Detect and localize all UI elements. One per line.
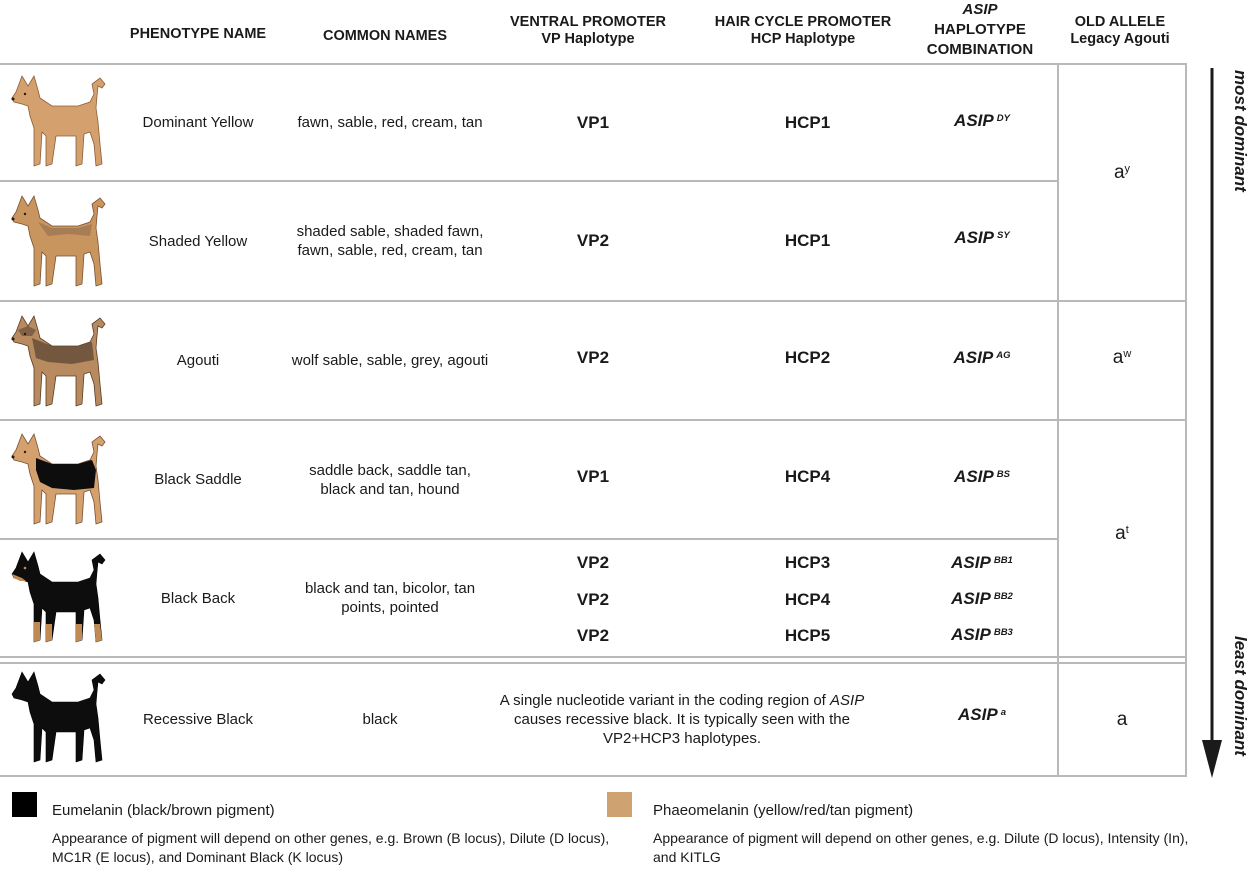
dog-illustration-black-saddle <box>8 430 112 530</box>
dog-illustration-black-back <box>8 548 112 648</box>
dominance-arrow <box>1200 68 1224 780</box>
phenotype-recessive-black: Recessive Black <box>142 711 254 728</box>
asip-sup: BB1 <box>993 554 1013 566</box>
header-vp-line2: VP Haplotype <box>541 31 635 47</box>
header-old-allele-line2: Legacy Agouti <box>1070 31 1170 47</box>
header-asip-line1: ASIP <box>962 1 998 18</box>
dog-illustration-dominant-yellow <box>8 72 112 172</box>
asip-sup: a <box>1000 706 1006 718</box>
hcp-dominant-yellow: HCP1 <box>784 112 831 132</box>
common-names-shaded-yellow: shaded sable, shaded fawn, fawn, sable, red, cream, tan <box>296 223 484 259</box>
allele-base: a <box>1116 708 1128 730</box>
header-hcp-line1: HAIR CYCLE PROMOTER <box>714 14 892 30</box>
grid-bottom-border <box>0 775 1187 777</box>
vp-black-back-3: VP2 <box>576 626 610 645</box>
phenotype-shaded-yellow: Shaded Yellow <box>148 232 248 250</box>
vp-black-back-2: VP2 <box>576 590 610 609</box>
asip-black-back-3 <box>912 620 1052 650</box>
hcp-black-back-3: HCP5 <box>784 626 831 645</box>
hcp-black-back-2: HCP4 <box>784 590 831 609</box>
header-asip-line2: HAPLOTYPE <box>934 21 1026 38</box>
phenotype-agouti: Agouti <box>176 352 220 369</box>
asip-base: ASIP <box>958 705 998 724</box>
legend-swatch-eumelanin <box>12 792 37 817</box>
vp-agouti: VP2 <box>576 348 610 367</box>
asip-sup: AG <box>996 349 1011 361</box>
asip-base: ASIP <box>954 467 994 486</box>
vp-black-back-1: VP2 <box>576 553 610 572</box>
grid-right-border <box>1185 63 1187 777</box>
asip-dominant-yellow <box>912 65 1052 177</box>
phenotype-dominant-yellow: Dominant Yellow <box>142 114 254 131</box>
common-names-black-saddle: saddle back, saddle tan, black and tan, hound <box>309 461 471 498</box>
label-least-dominant: least dominant <box>1231 636 1250 756</box>
allele-at <box>1059 421 1185 646</box>
header-hair-cycle-promoter <box>703 14 903 48</box>
asip-sup: BB3 <box>993 626 1013 638</box>
header-vp-line1: VENTRAL PROMOTER <box>509 14 667 30</box>
asip-agouti <box>912 302 1052 414</box>
note-pre: A single nucleotide variant in the coding region of <box>499 692 826 709</box>
vp-dominant-yellow: VP1 <box>576 112 610 132</box>
dog-illustration-shaded-yellow <box>8 192 112 292</box>
dog-illustration-recessive-black <box>8 668 112 768</box>
asip-base: ASIP <box>951 625 991 644</box>
asip-black-saddle <box>912 421 1052 533</box>
allele-sup: t <box>1125 523 1129 536</box>
asip-base: ASIP <box>951 589 991 608</box>
allele-base: a <box>1112 347 1124 368</box>
recessive-black-note-text <box>492 691 872 748</box>
phenotype-black-saddle: Black Saddle <box>154 471 242 488</box>
asip-black-back-2 <box>912 584 1052 614</box>
header-hcp-line2: HCP Haplotype <box>750 31 856 47</box>
grid-row-divider-5a <box>0 656 1187 658</box>
allele-base: a <box>1113 161 1125 183</box>
common-names-dominant-yellow: fawn, sable, red, cream, tan <box>297 114 483 131</box>
asip-base: ASIP <box>953 348 994 367</box>
header-ventral-promoter <box>498 14 678 48</box>
allele-aw <box>1059 302 1185 414</box>
vp-shaded-yellow: VP2 <box>576 231 610 250</box>
header-old-allele <box>1060 14 1180 48</box>
asip-recessive-black <box>912 664 1052 766</box>
asip-base: ASIP <box>954 228 994 247</box>
asip-sup: BB2 <box>993 590 1013 602</box>
legend-title-phaeomelanin: Phaeomelanin (yellow/red/tan pigment) <box>653 802 914 819</box>
header-asip-line3: COMBINATION <box>926 41 1034 58</box>
header-asip-combination <box>910 0 1050 60</box>
asip-sup: SY <box>997 229 1010 241</box>
asip-base: ASIP <box>951 553 991 572</box>
legend-text-phaeomelanin: Appearance of pigment will depend on other genes, e.g. Dilute (D locus), Intensity (In), and KITLG <box>653 830 1189 865</box>
hcp-agouti: HCP2 <box>784 348 831 367</box>
dog-illustration-agouti <box>8 312 112 412</box>
asip-black-back-1 <box>912 548 1052 578</box>
common-names-black-back: black and tan, bicolor, tan points, pointed <box>304 580 476 616</box>
legend-title-eumelanin: Eumelanin (black/brown pigment) <box>52 802 275 819</box>
allele-a <box>1059 664 1185 775</box>
asip-sup: DY <box>996 112 1010 124</box>
asip-base: ASIP <box>954 111 994 130</box>
allele-ay <box>1059 65 1185 280</box>
vp-black-saddle: VP1 <box>576 467 610 486</box>
allele-sup: w <box>1123 348 1132 360</box>
note-italic: ASIP <box>830 692 865 709</box>
header-old-allele-line1: OLD ALLELE <box>1074 14 1166 30</box>
label-most-dominant: most dominant <box>1231 70 1250 192</box>
legend-text-eumelanin: Appearance of pigment will depend on other genes, e.g. Brown (B locus), Dilute (D locus), MC1R (E locus), and Dominant Black (K locus) <box>52 830 610 865</box>
common-names-agouti: wolf sable, sable, grey, agouti <box>291 352 489 369</box>
asip-sup: BS <box>996 468 1010 480</box>
note-post: causes recessive black. It is typically seen with the VP2+HCP3 haplotypes. <box>514 711 850 747</box>
hcp-shaded-yellow: HCP1 <box>784 231 831 250</box>
allele-sup: y <box>1124 162 1131 175</box>
hcp-black-saddle: HCP4 <box>784 467 831 486</box>
recessive-black-note <box>492 664 872 775</box>
asip-shaded-yellow <box>912 182 1052 294</box>
phenotype-black-back: Black Back <box>160 589 236 607</box>
legend-swatch-phaeomelanin <box>607 792 632 817</box>
header-common-names: COMMON NAMES <box>322 28 448 44</box>
header-phenotype-name: PHENOTYPE NAME <box>129 26 267 42</box>
allele-base: a <box>1115 522 1126 544</box>
common-names-recessive-black: black <box>362 711 398 728</box>
hcp-black-back-1: HCP3 <box>784 553 831 572</box>
